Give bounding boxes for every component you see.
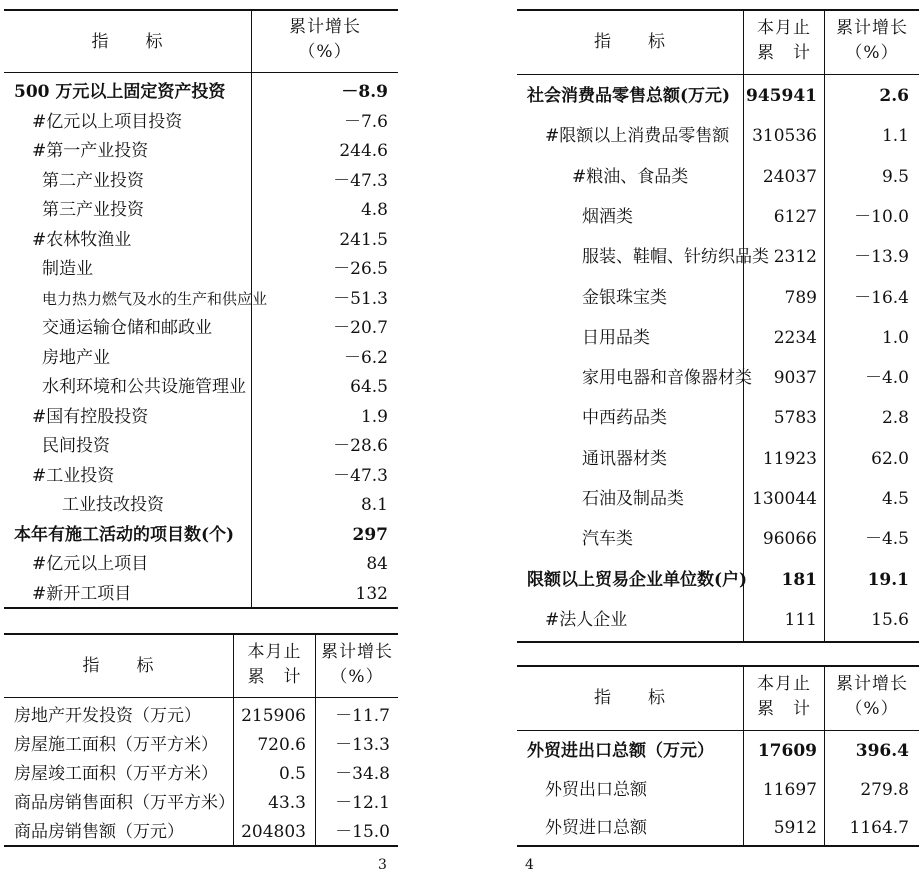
row-label: 交通运输仓储和邮政业 xyxy=(42,318,212,338)
row-growth: 241.5 xyxy=(339,229,388,250)
table-row xyxy=(4,137,398,165)
table-row xyxy=(4,196,398,224)
page-number-right: 4 xyxy=(525,857,534,873)
row-growth: 132 xyxy=(355,583,388,604)
table-rule xyxy=(4,633,398,635)
row-cumulative: 11923 xyxy=(762,448,817,469)
row-growth: －10.0 xyxy=(854,206,909,227)
table-row xyxy=(4,403,398,431)
row-growth: 244.6 xyxy=(339,141,388,161)
row-label: 日用品类 xyxy=(582,327,650,348)
row-growth: 396.4 xyxy=(855,741,909,761)
row-label: 服装、鞋帽、针纺织品类 xyxy=(582,247,769,268)
row-label: #法人企业 xyxy=(545,609,628,630)
row-label: 汽车类 xyxy=(582,529,633,550)
header-growth-line1: 累计增长 xyxy=(836,674,908,694)
header-cumulative xyxy=(234,640,315,690)
table-row xyxy=(517,122,919,150)
row-label: 家用电器和音像器材类 xyxy=(582,368,752,389)
row-growth: －15.0 xyxy=(335,822,390,842)
header-growth-line2: （%） xyxy=(845,699,899,719)
row-cumulative: 111 xyxy=(784,609,817,630)
table-row xyxy=(517,445,919,473)
row-growth: －47.3 xyxy=(333,465,388,486)
table-row xyxy=(4,344,398,372)
header-cumulative xyxy=(744,672,824,722)
table-row xyxy=(517,525,919,553)
header-growth xyxy=(825,672,919,722)
header-cumulative-line2: 累 计 xyxy=(757,43,811,63)
row-growth: 62.0 xyxy=(871,448,909,469)
header-cumulative-line2: 累 计 xyxy=(247,667,302,687)
row-label: 社会消费品零售总额(万元) xyxy=(527,86,731,106)
table-rule xyxy=(4,697,398,698)
header-cumulative xyxy=(744,16,824,66)
table-row xyxy=(517,324,919,352)
row-growth: 15.6 xyxy=(871,609,909,630)
row-label: #亿元以上项目 xyxy=(32,554,149,574)
row-cumulative: 24037 xyxy=(762,166,817,187)
table-row xyxy=(517,364,919,392)
row-growth: －4.5 xyxy=(864,529,909,550)
row-growth: －6.2 xyxy=(343,347,388,368)
table-row xyxy=(4,255,398,283)
row-label: 房屋施工面积（万平方米） xyxy=(14,735,218,755)
header-growth-line1: 累计增长 xyxy=(321,642,393,662)
row-growth: 84 xyxy=(366,554,388,574)
row-growth: 1164.7 xyxy=(849,818,909,838)
table-row xyxy=(517,82,919,110)
row-growth: 4.8 xyxy=(360,200,388,220)
row-label: 外贸进口总额 xyxy=(545,818,647,838)
row-growth: 9.5 xyxy=(881,166,909,187)
table-rule xyxy=(517,641,919,643)
row-cumulative: 96066 xyxy=(762,529,817,550)
header-cumulative-line1: 本月止 xyxy=(247,642,302,662)
row-label: 房地产业 xyxy=(42,347,110,368)
row-growth: 4.5 xyxy=(881,489,909,509)
table-row xyxy=(4,314,398,342)
header-growth-line2: （%） xyxy=(298,42,352,62)
table-row xyxy=(4,731,398,759)
row-label: 制造业 xyxy=(42,259,93,279)
row-label: 通讯器材类 xyxy=(582,448,667,469)
row-label: #国有控股投资 xyxy=(32,406,149,427)
row-growth: 2.8 xyxy=(881,408,909,429)
table-row xyxy=(517,566,919,594)
row-cumulative: 9037 xyxy=(773,368,817,389)
table-rule xyxy=(517,74,919,75)
row-growth: －20.7 xyxy=(333,318,388,338)
row-growth: 8.1 xyxy=(360,495,388,515)
row-label: #亿元以上项目投资 xyxy=(32,111,183,132)
table-rule xyxy=(4,9,398,11)
row-cumulative: 2234 xyxy=(773,327,817,348)
row-cumulative: 204803 xyxy=(241,822,306,842)
row-cumulative: 181 xyxy=(781,569,817,590)
table-row xyxy=(4,760,398,788)
header-indicator: 指 标 xyxy=(82,656,155,676)
row-label: #限额以上消费品零售额 xyxy=(545,126,730,147)
row-cumulative: 6127 xyxy=(773,206,817,227)
row-growth: －28.6 xyxy=(333,436,388,456)
row-growth: －13.9 xyxy=(854,247,909,268)
row-label: 本年有施工活动的项目数(个) xyxy=(14,524,235,545)
table-row xyxy=(4,167,398,195)
row-label: 第二产业投资 xyxy=(42,170,144,191)
table-row xyxy=(517,606,919,634)
table-row xyxy=(4,491,398,519)
row-growth: 1.1 xyxy=(881,126,909,147)
row-label: 工业技改投资 xyxy=(62,495,164,515)
row-growth: 279.8 xyxy=(860,779,909,800)
table-row xyxy=(4,226,398,254)
row-label: 烟酒类 xyxy=(582,206,633,227)
header-cumulative-line2: 累 计 xyxy=(757,699,811,719)
table-rule xyxy=(4,72,398,73)
row-label: 房屋竣工面积（万平方米） xyxy=(14,764,218,784)
row-label: 金银珠宝类 xyxy=(582,287,667,308)
row-label: 商品房销售面积（万平方米） xyxy=(14,793,235,813)
header-growth xyxy=(252,15,398,65)
header-indicator: 指 标 xyxy=(594,688,666,708)
row-cumulative: 0.5 xyxy=(278,764,306,784)
row-growth: －51.3 xyxy=(333,288,388,309)
row-label: #工业投资 xyxy=(32,465,115,486)
row-growth: 2.6 xyxy=(879,86,909,106)
row-growth: －8.9 xyxy=(341,82,388,102)
table-row xyxy=(517,243,919,271)
row-growth: －34.8 xyxy=(335,764,390,784)
header-growth-line1: 累计增长 xyxy=(289,17,361,37)
table-row xyxy=(4,432,398,460)
row-label: #农林牧渔业 xyxy=(32,229,132,250)
header-growth-line1: 累计增长 xyxy=(836,18,908,38)
row-cumulative: 720.6 xyxy=(257,735,306,755)
table-rule xyxy=(517,9,919,11)
row-growth: －4.0 xyxy=(864,368,909,389)
row-growth: －26.5 xyxy=(333,259,388,279)
row-label: 商品房销售额（万元） xyxy=(14,822,184,842)
row-label: #第一产业投资 xyxy=(32,141,149,161)
row-growth: 19.1 xyxy=(867,569,909,590)
table-row xyxy=(517,814,919,842)
table-row xyxy=(4,550,398,578)
table-row xyxy=(4,789,398,817)
table-row xyxy=(4,818,398,846)
table-row xyxy=(517,776,919,804)
row-cumulative: 5912 xyxy=(773,818,817,838)
table-row xyxy=(517,163,919,191)
row-cumulative: 215906 xyxy=(241,706,306,726)
row-label: 500 万元以上固定资产投资 xyxy=(14,82,226,102)
table-rule xyxy=(517,665,919,667)
table-row xyxy=(517,284,919,312)
header-cumulative-line1: 本月止 xyxy=(757,674,811,694)
row-label: 限额以上贸易企业单位数(户) xyxy=(527,569,748,590)
row-growth: 297 xyxy=(352,524,388,545)
row-growth: 64.5 xyxy=(350,377,388,397)
row-label: 第三产业投资 xyxy=(42,200,144,220)
row-label: #新开工项目 xyxy=(32,583,132,604)
table-rule xyxy=(517,845,919,847)
header-growth-line2: （%） xyxy=(845,43,899,63)
header-cumulative-line1: 本月止 xyxy=(757,18,811,38)
table-row xyxy=(4,521,398,549)
row-cumulative: 11697 xyxy=(762,779,817,800)
header-growth xyxy=(316,640,398,690)
row-growth: －12.1 xyxy=(335,793,390,813)
row-growth: 1.9 xyxy=(360,406,388,427)
header-growth-line2: （%） xyxy=(330,667,384,687)
row-label: 外贸出口总额 xyxy=(545,779,647,800)
row-growth: －16.4 xyxy=(854,287,909,308)
row-growth: －11.7 xyxy=(335,706,390,726)
row-label: 房地产开发投资（万元） xyxy=(14,706,201,726)
row-cumulative: 130044 xyxy=(752,489,817,509)
row-label: 石油及制品类 xyxy=(582,489,684,509)
table-row xyxy=(4,702,398,730)
table-row xyxy=(4,462,398,490)
table-row xyxy=(517,485,919,513)
row-label: 民间投资 xyxy=(42,436,110,456)
table-row xyxy=(4,78,398,106)
table-row xyxy=(4,285,398,313)
table-row xyxy=(517,203,919,231)
row-cumulative: 310536 xyxy=(752,126,817,147)
row-label: 水利环境和公共设施管理业 xyxy=(42,377,246,397)
table-row xyxy=(517,404,919,432)
row-cumulative: 789 xyxy=(784,287,817,308)
row-growth: －7.6 xyxy=(343,111,388,132)
row-cumulative: 17609 xyxy=(757,741,817,761)
row-cumulative: 2312 xyxy=(773,247,817,268)
table-row xyxy=(4,580,398,608)
header-indicator: 指 标 xyxy=(594,32,666,52)
table-rule xyxy=(517,730,919,731)
row-cumulative: 5783 xyxy=(773,408,817,429)
header-growth xyxy=(825,16,919,66)
row-label: #粮油、食品类 xyxy=(572,166,689,187)
table-row xyxy=(4,108,398,136)
page-number-left: 3 xyxy=(378,857,387,873)
row-growth: 1.0 xyxy=(881,327,909,348)
row-label: 电力热力燃气及水的生产和供应业 xyxy=(42,289,268,308)
row-cumulative: 43.3 xyxy=(268,793,306,813)
row-label: 外贸进出口总额（万元） xyxy=(527,741,714,761)
row-growth: －47.3 xyxy=(333,170,388,191)
row-cumulative: 945941 xyxy=(746,86,817,106)
table-row xyxy=(4,373,398,401)
row-growth: －13.3 xyxy=(335,735,390,755)
table-row xyxy=(517,737,919,765)
row-label: 中西药品类 xyxy=(582,408,667,429)
header-indicator: 指 标 xyxy=(91,32,164,52)
